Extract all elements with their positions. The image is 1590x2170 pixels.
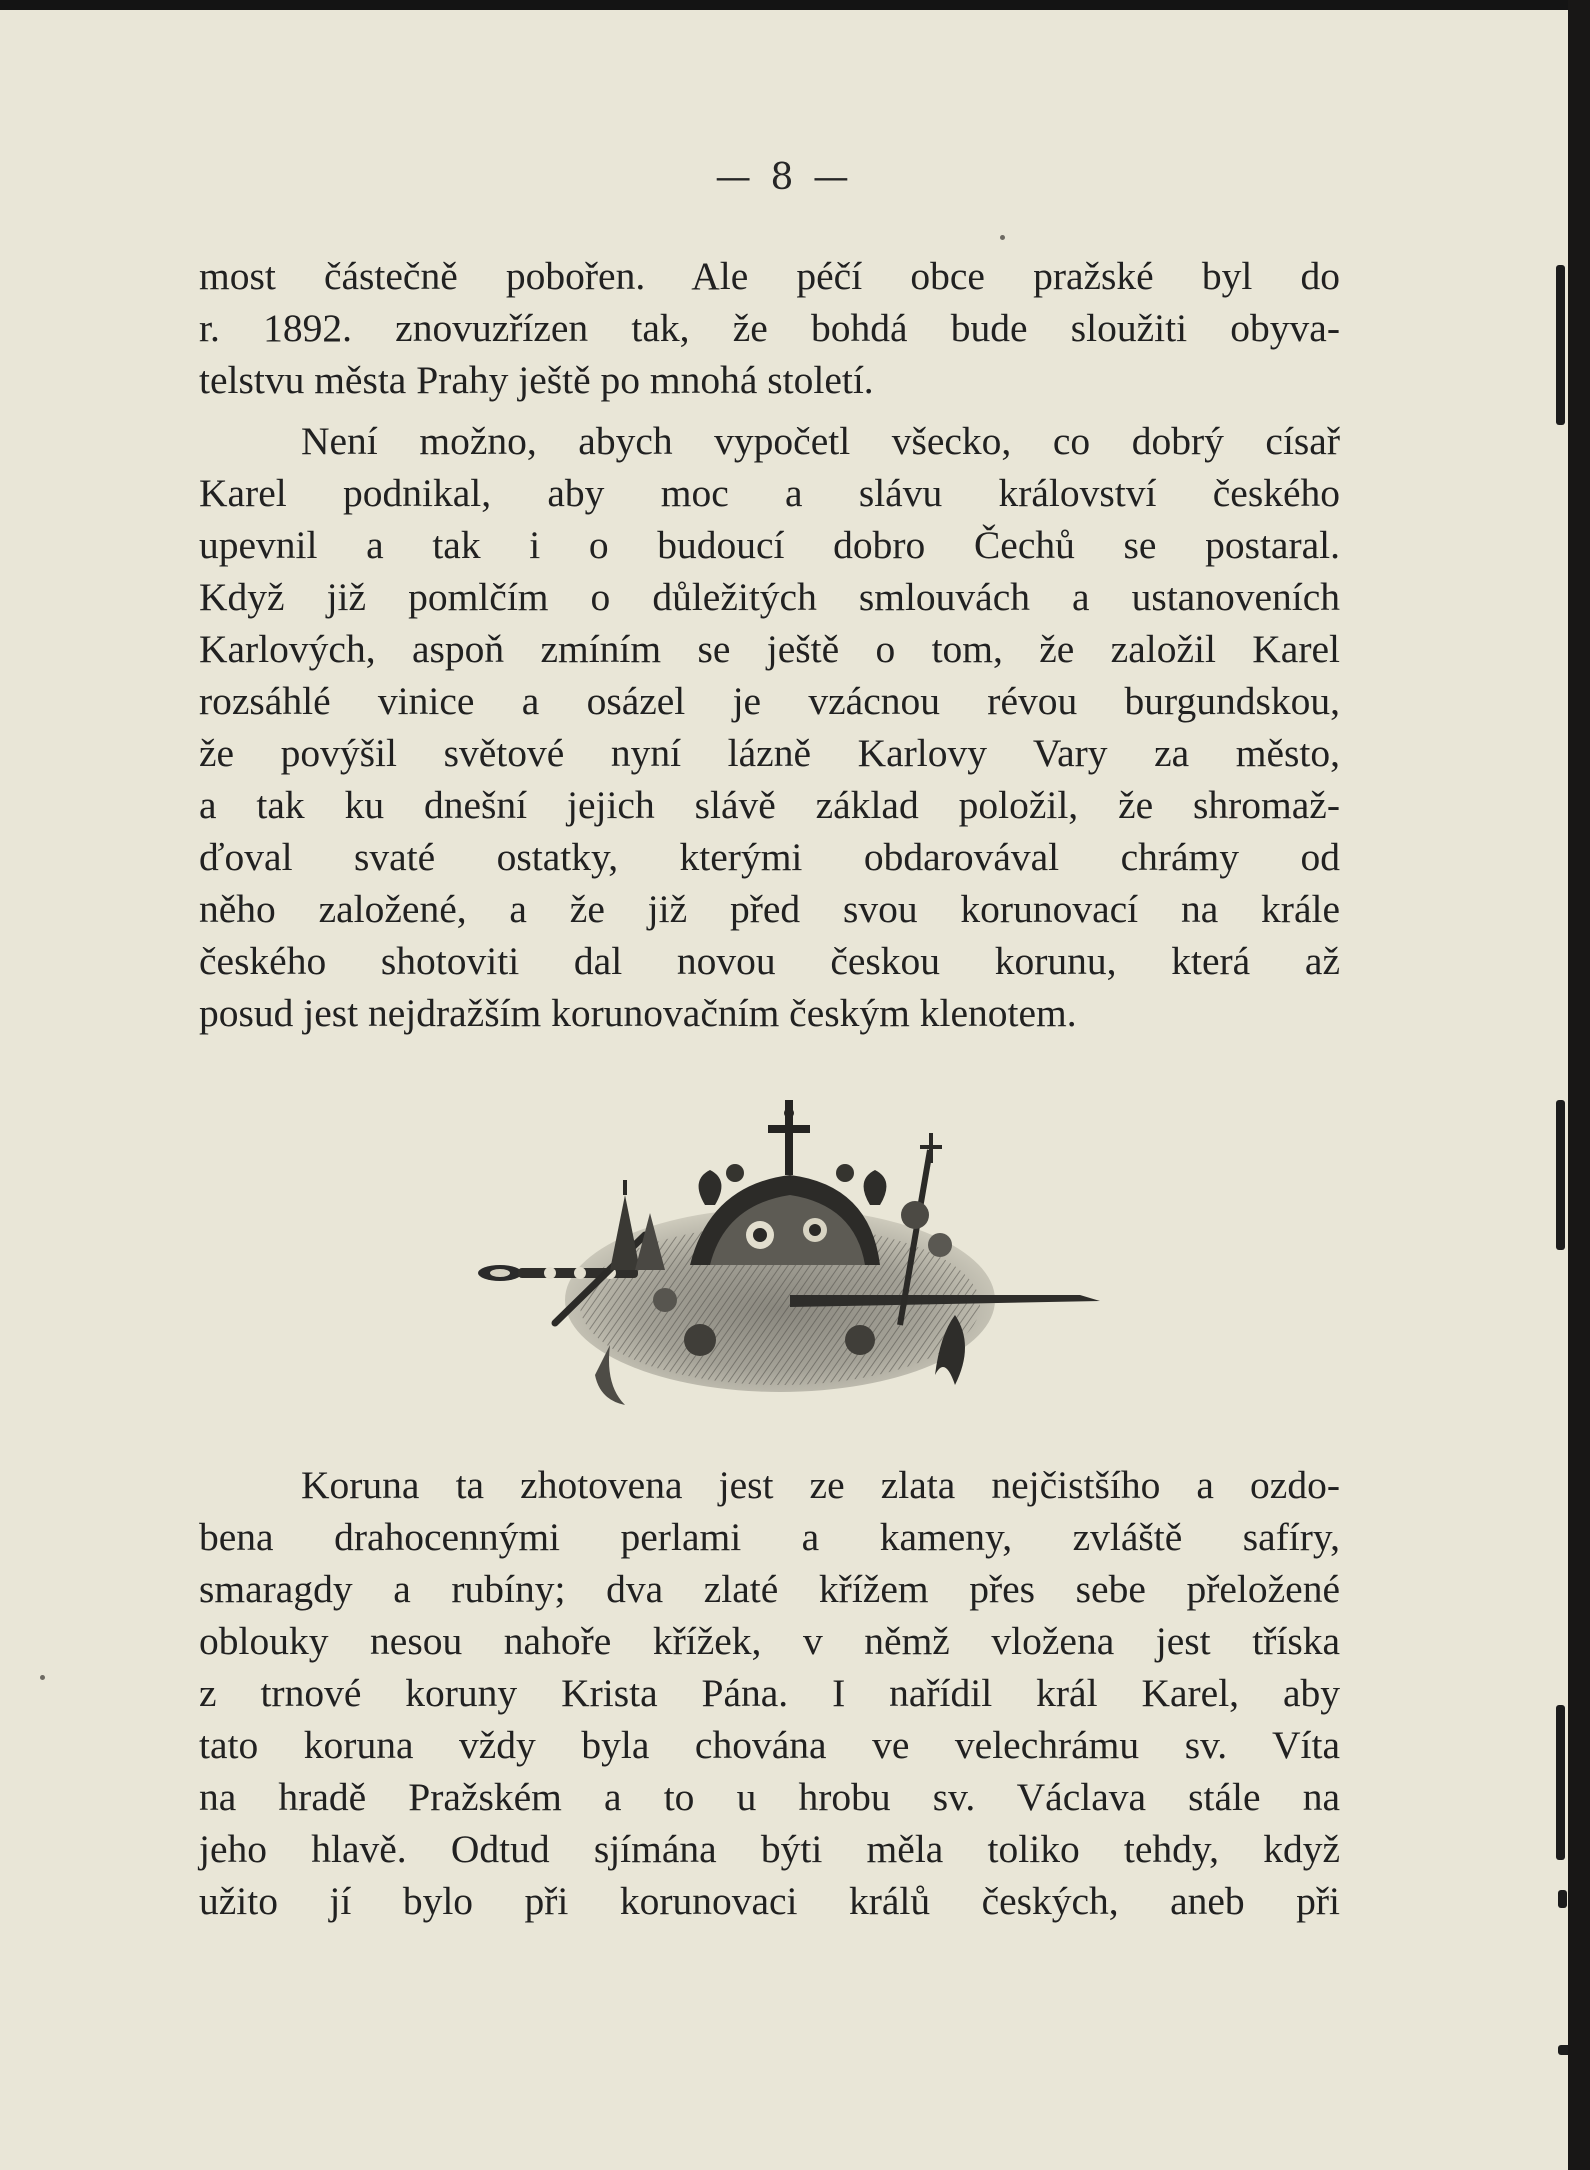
text-line: posud jest nejdražším korunovačním českým klenotem. bbox=[199, 991, 1077, 1035]
margin-mark bbox=[1558, 1890, 1567, 1908]
text-line: že povýšil světové nyní lázně Karlovy Vary za město, bbox=[199, 731, 1340, 775]
text-line: Koruna ta zhotovena jest ze zlata nejčistšího a ozdo- bbox=[301, 1463, 1340, 1507]
text-line: z trnové koruny Krista Pána. I nařídil král Karel, aby bbox=[199, 1671, 1340, 1715]
text-line: Karlových, aspoň zmíním se ještě o tom, že založil Karel bbox=[199, 627, 1340, 671]
text-line: rozsáhlé vinice a osázel je vzácnou révou burgundskou, bbox=[199, 679, 1340, 723]
text-line: užito jí bylo při korunovaci králů českých, aneb při bbox=[199, 1879, 1340, 1923]
text-line: bena drahocennými perlami a kameny, zvláště safíry, bbox=[199, 1515, 1340, 1559]
margin-mark bbox=[1556, 1705, 1565, 1860]
crown-sword-scepter-vignette-icon bbox=[460, 1095, 1100, 1410]
paper-speck bbox=[1000, 235, 1005, 240]
text-line: Když již pomlčím o důležitých smlouvách a ustanoveních bbox=[199, 575, 1340, 619]
paragraph-3 bbox=[199, 1459, 1340, 1927]
margin-mark bbox=[1558, 2045, 1568, 2055]
text-line: na hradě Pražském a to u hrobu sv. Václava stále na bbox=[199, 1775, 1340, 1819]
text-line: jeho hlavě. Odtud sjímána býti měla toliko tehdy, když bbox=[199, 1827, 1340, 1871]
text-line: r. 1892. znovuzřízen tak, že bohdá bude sloužiti obyva- bbox=[199, 306, 1340, 350]
text-line: něho založené, a že již před svou korunovací na krále bbox=[199, 887, 1340, 931]
text-line: Karel podnikal, aby moc a slávu království českého bbox=[199, 471, 1340, 515]
text-line: smaragdy a rubíny; dva zlaté křížem přes sebe přeložené bbox=[199, 1567, 1340, 1611]
binding-edge bbox=[1568, 0, 1590, 2170]
text-line: oblouky nesou nahoře křížek, v němž vložena jest tříska bbox=[199, 1619, 1340, 1663]
paper-speck bbox=[40, 1675, 45, 1680]
text-line: Není možno, abych vypočetl všecko, co dobrý císař bbox=[301, 419, 1340, 463]
page-number: — 8 — bbox=[715, 157, 853, 198]
text-line: a tak ku dnešní jejich slávě základ položil, že shromaž- bbox=[199, 783, 1340, 827]
text-line: ďoval svaté ostatky, kterými obdarovával chrámy od bbox=[199, 835, 1340, 879]
text-line: upevnil a tak i o budoucí dobro Čechů se postaral. bbox=[199, 523, 1340, 567]
text-line: telstvu města Prahy ještě po mnohá století. bbox=[199, 358, 874, 402]
text-line: most částečně pobořen. Ale péčí obce pražské byl do bbox=[199, 254, 1340, 298]
paragraph-2 bbox=[199, 415, 1340, 1039]
text-line: českého shotoviti dal novou českou korunu, která až bbox=[199, 939, 1340, 983]
paragraph-1 bbox=[199, 250, 1340, 406]
margin-mark bbox=[1556, 265, 1565, 425]
text-line: tato koruna vždy byla chována ve velechrámu sv. Víta bbox=[199, 1723, 1340, 1767]
margin-mark bbox=[1556, 1100, 1565, 1250]
